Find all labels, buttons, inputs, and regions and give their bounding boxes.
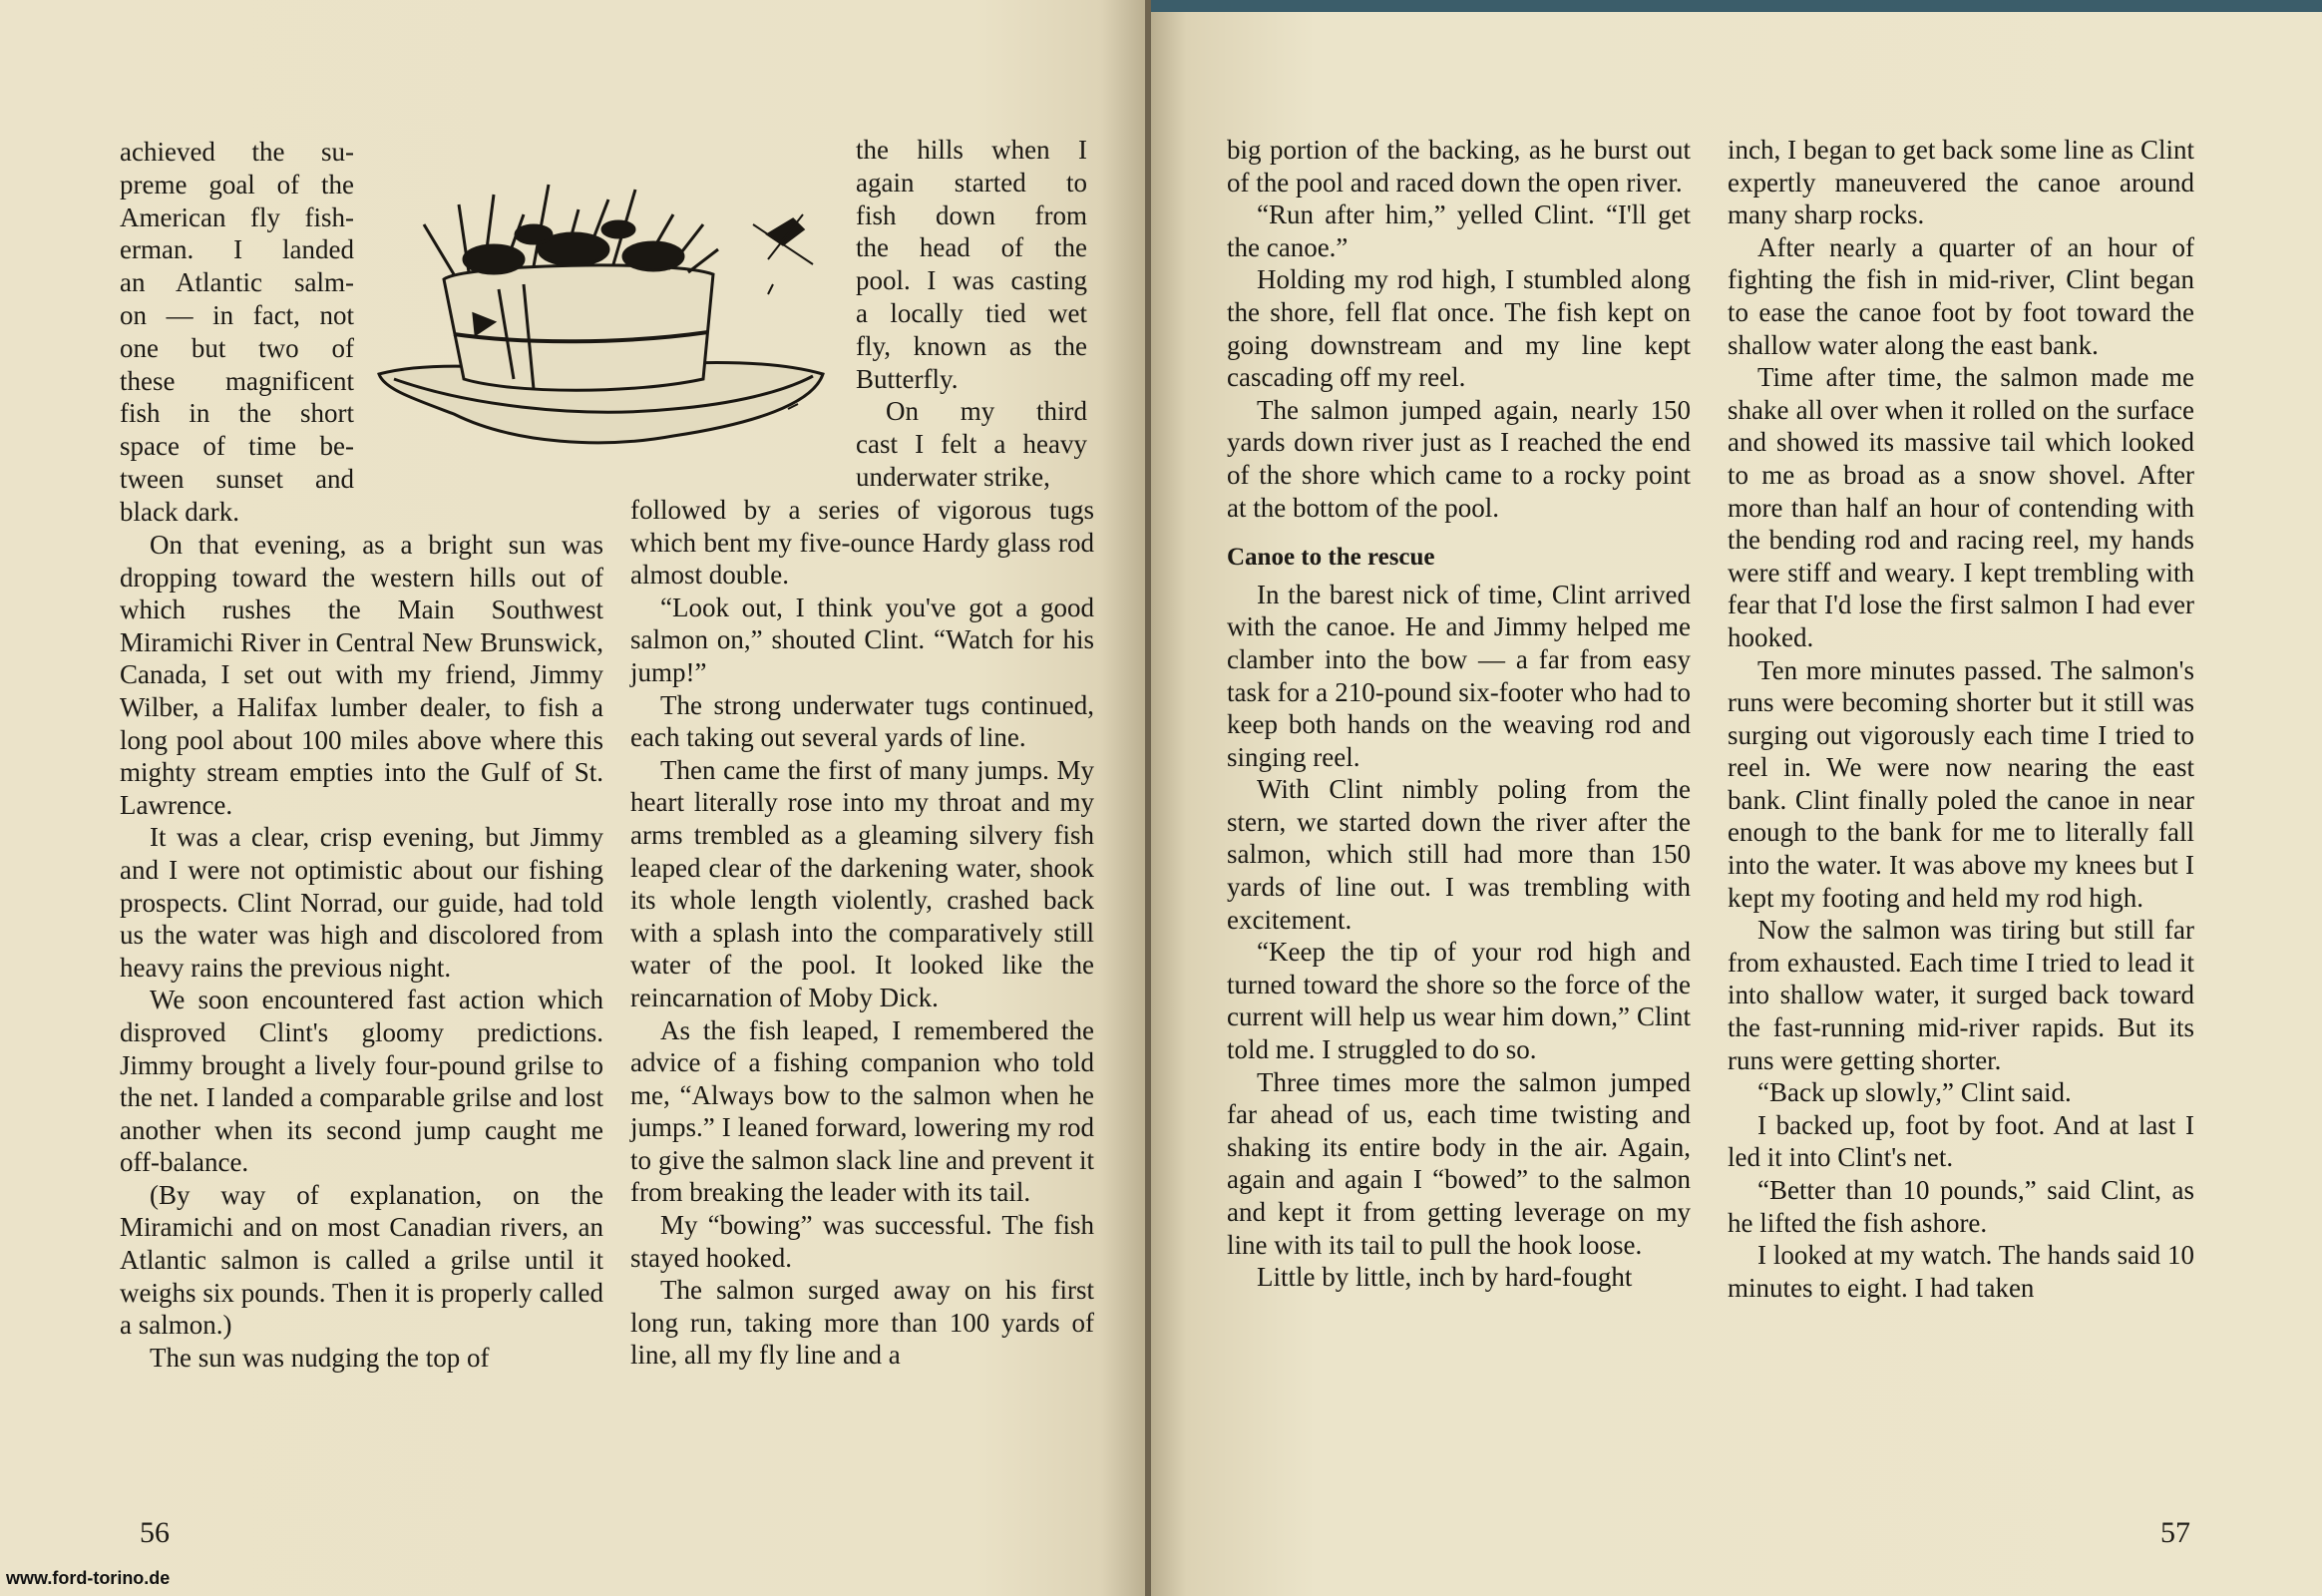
text-line: erman. I landed — [120, 234, 354, 265]
text-line: tween sunset and — [120, 463, 354, 494]
left-column-1 — [120, 529, 603, 1374]
text-line: fly, known as the — [856, 330, 1087, 361]
left-page — [0, 0, 1147, 1596]
paragraph: Ten more minutes passed. The salmon's runs were becoming shorter but it still was surging out vigorously each time I tried to reel in. We were now nearing the east bank. Clint finally poled the canoe in near enough to the bank for me to literally fall into the water. It was above my knees but I kept my footing and held my rod high. — [1728, 654, 2194, 913]
paragraph: The salmon jumped again, nearly 150 yards down river just as I reached the end of the shore which came to a rocky point at the bottom of the pool. — [1227, 394, 1691, 523]
right-column-2 — [1728, 134, 2194, 1304]
paragraph: We soon encountered fast action which disproved Clint's gloomy predictions. Jimmy brought a lively four-pound grilse to the net. I landed a comparable grilse and lost another when its second jump caught me off-balance. — [120, 985, 603, 1178]
text-line: a locally tied wet — [856, 297, 1087, 328]
paragraph: “Look out, I think you've got a good salmon on,” shouted Clint. “Watch for his jump!” — [630, 592, 1094, 687]
page-number-right: 57 — [2160, 1516, 2190, 1549]
watermark-credit: www.ford-torino.de — [6, 1568, 171, 1588]
text-line: one but two of — [120, 332, 354, 363]
paragraph: Now the salmon was tiring but still far from exhausted. Each time I tried to lead it into shallow water, it surged back toward the fast-running mid-river rapids. But its runs were getting shorter. — [1728, 915, 2194, 1075]
text-line: space of time be- — [120, 431, 354, 462]
text-line: preme goal of the — [120, 169, 354, 200]
paragraph: On that evening, as a bright sun was dropping toward the western hills out of which rushes the Main Southwest Miramichi River in Central New Brunswick, Canada, I set out with my friend, Jimmy Wilber, a Halifax lumber dealer, to fish a long pool about 100 miles above where this mighty stream empties into the Gulf of St. Lawrence. — [120, 530, 603, 820]
text-line: fish down from — [856, 200, 1087, 230]
hat-with-flies-illustration — [374, 165, 833, 464]
paragraph: With Clint nimbly poling from the stern, we started down the river after the salmon, which still had more than 150 yards of line out. I was trembling with excitement. — [1227, 774, 1691, 935]
paragraph: big portion of the backing, as he burst out of the pool and raced down the open river. — [1227, 135, 1691, 198]
text-line: again started to — [856, 167, 1087, 198]
text-line: black dark. — [120, 496, 239, 527]
paragraph: (By way of explanation, on the Miramichi and on most Canadian rivers, an Atlantic salmon is called a grilse until it weighs six pounds. Then it is properly called a salmon.) — [120, 1179, 603, 1341]
text-line: fish in the short — [120, 398, 354, 429]
paragraph: After nearly a quarter of an hour of fighting the fish in mid-river, Clint began to ease the canoe foot by foot toward the shallow water along the east bank. — [1728, 231, 2194, 360]
paragraph: Time after time, the salmon made me shake all over when it rolled on the surface and showed its massive tail which looked to me as broad as a snow shovel. After more than half an hour of contending with the bending rod and racing reel, my hands were stiff and weary. I kept trembling with fear that I'd lose the first salmon I had ever hooked. — [1728, 362, 2194, 652]
paragraph: followed by a series of vigorous tugs which bent my five-ounce Hardy glass rod almost double. — [630, 495, 1094, 591]
text-line: cast I felt a heavy — [856, 429, 1087, 460]
text-line: Butterfly. — [856, 363, 959, 394]
text-line: On my third — [886, 396, 1087, 427]
text-line: underwater strike, — [856, 461, 1050, 492]
left-column-1-intro — [120, 136, 354, 529]
paragraph: I looked at my watch. The hands said 10 minutes to eight. I had taken — [1728, 1240, 2194, 1303]
text-line: an Atlantic salm- — [120, 267, 354, 298]
left-column-2 — [630, 494, 1094, 1372]
paragraph: As the fish leaped, I remembered the advice of a fishing companion who told me, “Always bow to the salmon when he jumps.” I leaned forward, lowering my rod to give the salmon slack line and prevent it from breaking the leader with its tail. — [630, 1014, 1094, 1208]
right-column-1 — [1227, 134, 1691, 1294]
paragraph: “Back up slowly,” Clint said. — [1757, 1077, 2072, 1108]
paragraph: Then came the first of many jumps. My heart literally rose into my throat and my arms trembled as a gleaming silvery fish leaped clear of the darkening water, shook its whole length violently, crashed back with a splash into the comparatively still water of the pool. It looked like the reincarnation of Moby Dick. — [630, 754, 1094, 1012]
paragraph: The sun was nudging the top of — [150, 1342, 490, 1373]
paragraph: My “bowing” was successful. The fish stayed hooked. — [630, 1210, 1094, 1273]
text-line: the hills when I — [856, 135, 1087, 165]
text-line: on — in fact, not — [120, 299, 354, 330]
paragraph: I backed up, foot by foot. And at last I led it into Clint's net. — [1728, 1109, 2194, 1173]
text-line: American fly fish- — [120, 201, 354, 232]
paragraph: The strong underwater tugs continued, each taking out several yards of line. — [630, 689, 1094, 753]
book-edge-band — [1151, 0, 2322, 12]
paragraph: “Keep the tip of your rod high and turned toward the shore so the force of the current will help us wear him down,” Clint told me. I struggled to do so. — [1227, 937, 1691, 1065]
paragraph: It was a clear, crisp evening, but Jimmy and I were not optimistic about our fishing prospects. Clint Norrad, our guide, had told us the water was high and discolored from heavy rains the previous night. — [120, 822, 603, 983]
paragraph: In the barest nick of time, Clint arrived with the canoe. He and Jimmy helped me clamber into the bow — a far from easy task for a 210-pound six-footer who had to keep both hands on the weaving rod and singing reel. — [1227, 579, 1691, 772]
text-line: pool. I was casting — [856, 265, 1087, 296]
text-line: achieved the su- — [120, 137, 354, 167]
paragraph: Little by little, inch by hard-fought — [1257, 1262, 1633, 1293]
text-line: these magnificent — [120, 365, 354, 396]
paragraph: Holding my rod high, I stumbled along the shore, fell flat once. The fish kept on going downstream and my line kept cascading off my reel. — [1227, 264, 1691, 393]
paragraph: “Better than 10 pounds,” said Clint, as he lifted the fish ashore. — [1728, 1175, 2194, 1238]
right-page — [1151, 0, 2322, 1596]
paragraph: “Run after him,” yelled Clint. “I'll get the canoe.” — [1227, 200, 1691, 262]
left-column-2-intro — [856, 134, 1087, 494]
page-number-left: 56 — [140, 1516, 170, 1549]
text-line: the head of the — [856, 232, 1087, 263]
paragraph: The salmon surged away on his first long run, taking more than 100 yards of line, all my fly line and a — [630, 1275, 1094, 1371]
section-subhead: Canoe to the rescue — [1227, 544, 1435, 572]
paragraph: inch, I began to get back some line as Clint expertly maneuvered the canoe around many sharp rocks. — [1728, 135, 2194, 230]
paragraph: Three times more the salmon jumped far ahead of us, each time twisting and shaking its entire body in the air. Again, again and again I “bowed” to the salmon and kept it from getting leverage on my line with its tail to pull the hook loose. — [1227, 1066, 1691, 1260]
